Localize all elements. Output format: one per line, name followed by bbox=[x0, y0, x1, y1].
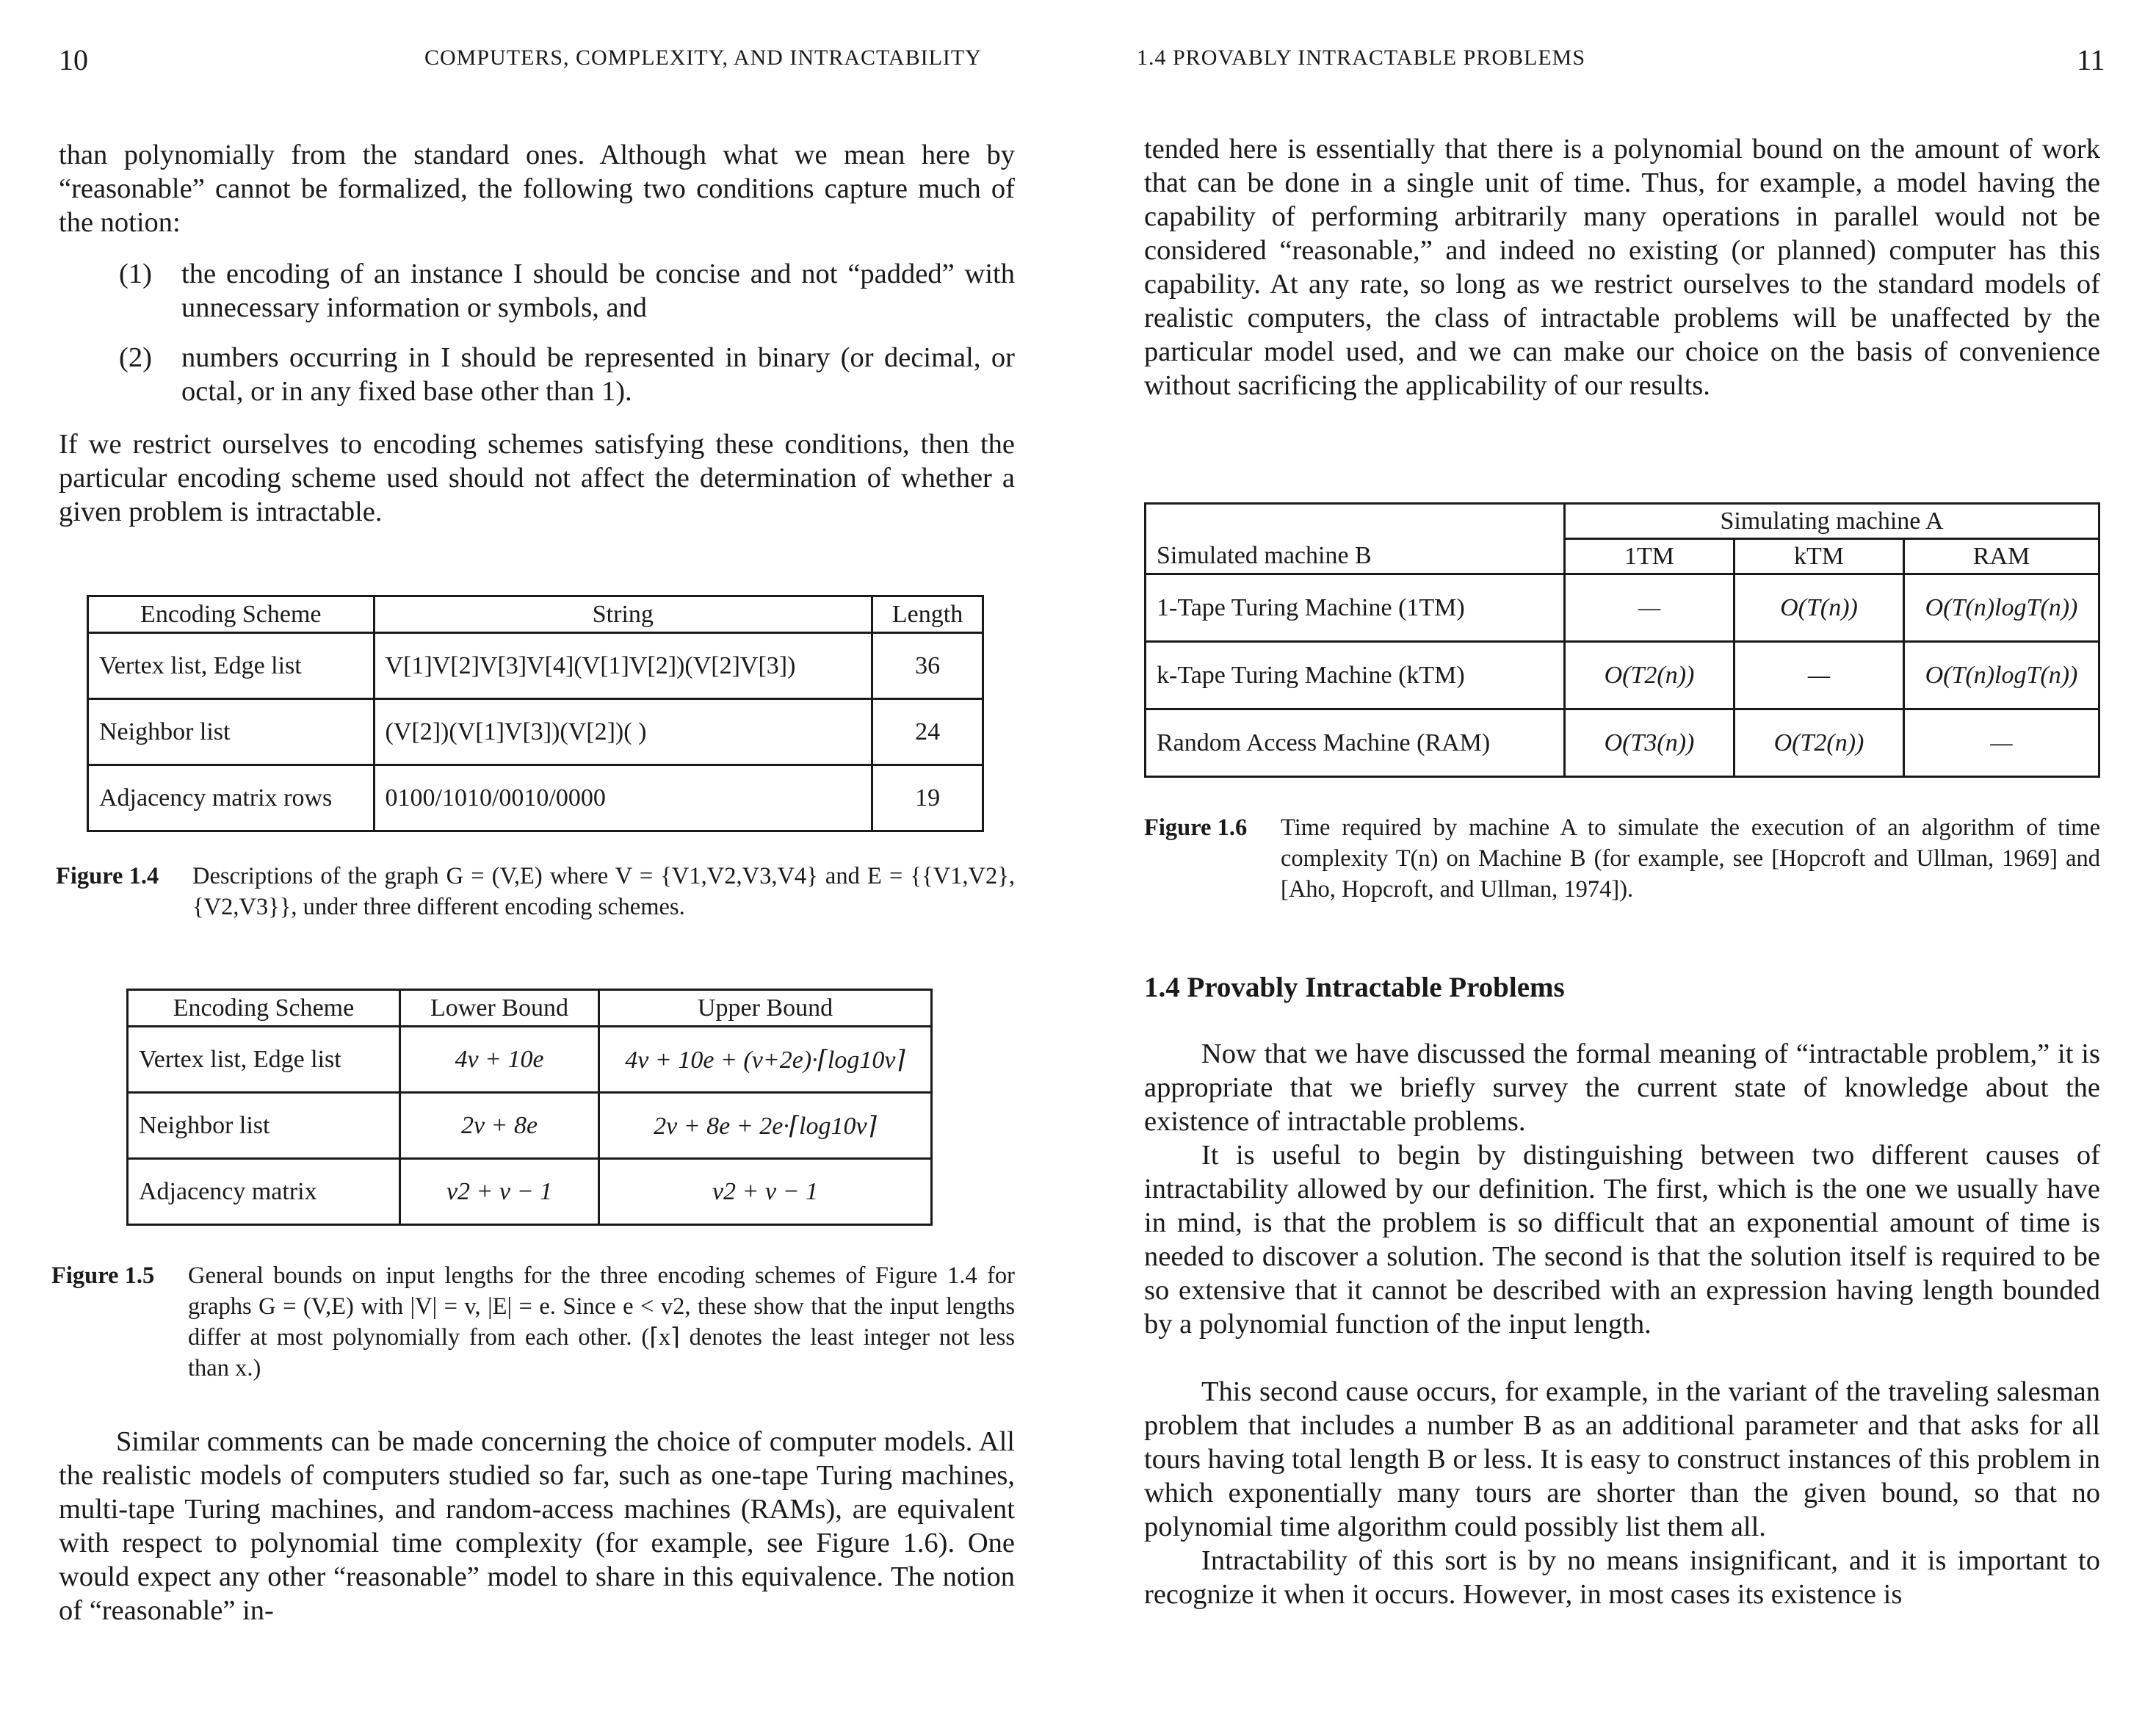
figure-label: Figure 1.6 bbox=[1144, 814, 1248, 841]
simulation-table bbox=[1144, 502, 2100, 778]
table-cell: Adjacency matrix rows bbox=[88, 765, 375, 831]
figure-label: Figure 1.5 bbox=[51, 1262, 155, 1289]
figure-1-6-caption bbox=[1144, 812, 2100, 908]
table-cell: Vertex list, Edge list bbox=[128, 1027, 400, 1093]
condition-2 bbox=[119, 341, 1015, 408]
table-header-row bbox=[128, 990, 932, 1027]
table-cell: Neighbor list bbox=[88, 699, 375, 765]
table-header-cell: String bbox=[374, 596, 872, 633]
table-cell: — bbox=[1734, 642, 1904, 709]
table-cell: Adjacency matrix bbox=[128, 1159, 400, 1225]
table-cell: V[1]V[2]V[3]V[4](V[1]V[2])(V[2]V[3]) bbox=[374, 633, 872, 699]
table-row bbox=[128, 1159, 932, 1225]
running-header-right: 1.4 PROVABLY INTRACTABLE PROBLEMS bbox=[1137, 46, 1585, 70]
condition-1-number: (1) bbox=[119, 259, 152, 289]
paragraph-survey: Now that we have discussed the formal meaning of “intractable problem,” it is appropriate that we briefly survey the current state of knowledge about the existence of intractable problems. bbox=[1144, 1038, 2100, 1137]
table-header-row bbox=[88, 596, 983, 633]
encoding-table bbox=[87, 595, 984, 832]
paragraph-computer-models: Similar comments can be made concerning the choice of computer models. All the realistic models of computers studied so far, such as one-tape Turing machines, multi-tape Turing machines, and random-access machines (RAMs), are equivalent with respect to polynomial time complexity (for example, see Figure 1.6). One would expect any other “reasonable” model to share in this equivalence. The notion of “reasonable” in- bbox=[59, 1426, 1015, 1626]
section-title: 1.4 Provably Intractable Problems bbox=[1144, 972, 1565, 1003]
table-header-cell: 1TM bbox=[1565, 539, 1734, 574]
table-row bbox=[88, 633, 983, 699]
figure-label: Figure 1.4 bbox=[56, 863, 159, 889]
table-cell: k-Tape Turing Machine (kTM) bbox=[1146, 642, 1565, 709]
table-cell: 1-Tape Turing Machine (1TM) bbox=[1146, 574, 1565, 642]
table-header-cell: Encoding Scheme bbox=[128, 990, 400, 1027]
running-header-left: COMPUTERS, COMPLEXITY, AND INTRACTABILITY bbox=[424, 46, 982, 70]
paragraph-intro: than polynomially from the standard ones. Although what we mean here by “reasonable” cannot be formalized, the following two conditions capture much of the notion: bbox=[59, 140, 1015, 238]
table-cell: 4v + 10e + (v+2e)·⌈log10v⌉ bbox=[599, 1027, 932, 1093]
table-cell: O(T2(n)) bbox=[1565, 642, 1734, 709]
table-header-cell: kTM bbox=[1734, 539, 1904, 574]
table-header-cell: Upper Bound bbox=[599, 990, 932, 1027]
figure-1-5-caption bbox=[51, 1260, 1015, 1390]
table-row bbox=[1146, 642, 2099, 709]
figure-caption-text: General bounds on input lengths for the three encoding schemes of Figure 1.4 for graphs G = (V,E) with |V| = v, |E| = e. Since e < v2, these show that the input lengths differ at most polynomially from each other. (⌈x⌉ denotes the least integer not less than x.) bbox=[188, 1262, 1015, 1381]
table-row bbox=[1146, 709, 2099, 777]
table-cell: — bbox=[1904, 709, 2099, 777]
page-number-left: 10 bbox=[59, 43, 88, 76]
table-row bbox=[128, 1093, 932, 1159]
table-cell: v2 + v − 1 bbox=[400, 1159, 599, 1225]
table-row bbox=[1146, 574, 2099, 642]
paragraph-causes: It is useful to begin by distinguishing between two different causes of intractability allowed by our definition. The first, which is the one we usually have in mind, is that the problem is so difficult that an exponential amount of time is needed to discover a solution. The second is that the solution itself is required to be so extensive that it cannot be described with an expression having length bounded by a polynomial function of the input length. bbox=[1144, 1140, 2100, 1340]
table-header-cell: Simulating machine A bbox=[1565, 504, 2099, 539]
condition-2-text: numbers occurring in I should be represented in binary (or decimal, or octal, or in any fixed base other than 1). bbox=[181, 342, 1015, 407]
table-cell: O(T3(n)) bbox=[1565, 709, 1734, 777]
table-cell: Random Access Machine (RAM) bbox=[1146, 709, 1565, 777]
figure-caption-text: Descriptions of the graph G = (V,E) where V = {V1,V2,V3,V4} and E = {{V1,V2},{V2,V3}}, under three different encoding schemes. bbox=[192, 863, 1015, 920]
table-row bbox=[128, 1027, 932, 1093]
table-cell: O(T2(n)) bbox=[1734, 709, 1904, 777]
table-cell: (V[2])(V[1]V[3])(V[2])( ) bbox=[374, 699, 872, 765]
table-header-cell: Length bbox=[872, 596, 983, 633]
table-cell: 4v + 10e bbox=[400, 1027, 599, 1093]
table-cell: — bbox=[1565, 574, 1734, 642]
table-cell: 2v + 8e + 2e·⌈log10v⌉ bbox=[599, 1093, 932, 1159]
table-cell: 19 bbox=[872, 765, 983, 831]
table-header-row bbox=[1146, 504, 2099, 539]
table-cell: 36 bbox=[872, 633, 983, 699]
paragraph-conditions: If we restrict ourselves to encoding schemes satisfying these conditions, then the particular encoding scheme used should not affect the determination of whether a given problem is intractable. bbox=[59, 429, 1015, 527]
figure-1-4-caption bbox=[56, 861, 1015, 927]
table-header-cell: Lower Bound bbox=[400, 990, 599, 1027]
condition-1-text: the encoding of an instance I should be concise and not “padded” with unnecessary information or symbols, and bbox=[181, 259, 1015, 323]
table-cell: O(T(n)) bbox=[1734, 574, 1904, 642]
table-cell: 2v + 8e bbox=[400, 1093, 599, 1159]
condition-2-number: (2) bbox=[119, 342, 152, 373]
table-header-cell: Encoding Scheme bbox=[88, 596, 375, 633]
table-row bbox=[88, 699, 983, 765]
page-number-right: 11 bbox=[2077, 43, 2105, 76]
right-page bbox=[1078, 0, 2156, 1709]
table-cell: O(T(n)logT(n)) bbox=[1904, 642, 2099, 709]
paragraph-second-cause: This second cause occurs, for example, in the variant of the traveling salesman problem that includes a number B as an additional parameter and that asks for all tours having total length B or less. It is easy to construct instances of this problem in which exponentially many tours are shorter than the given bound, so that no polynomial time algorithm could possibly list them all. bbox=[1144, 1376, 2100, 1542]
table-cell: 24 bbox=[872, 699, 983, 765]
paragraph-significance: Intractability of this sort is by no means insignificant, and it is important to recognize it when it occurs. However, in most cases its existence is bbox=[1144, 1545, 2100, 1610]
table-header-cell: RAM bbox=[1904, 539, 2099, 574]
condition-1 bbox=[119, 257, 1015, 325]
figure-caption-text: Time required by machine A to simulate the execution of an algorithm of time complexity T(n) on Machine B (for example, see [Hopcroft and Ullman, 1969] and [Aho, Hopcroft, and Ullman, 1974]). bbox=[1281, 814, 2100, 903]
table-cell: 0100/1010/0010/0000 bbox=[374, 765, 872, 831]
table-header-cell: Simulated machine B bbox=[1146, 504, 1565, 574]
table-cell: Neighbor list bbox=[128, 1093, 400, 1159]
paragraph-reasonable: tended here is essentially that there is a polynomial bound on the amount of work that can be done in a single unit of time. Thus, for example, a model having the capability of performing arbitrarily many operations in parallel would not be considered “reasonable,” and indeed no existing (or planned) computer has this capability. At any rate, so long as we restrict ourselves to the standard models of realistic computers, the class of intractable problems will be unaffected by the particular model used, and we can make our choice on the basis of convenience without sacrificing the applicability of our results. bbox=[1144, 134, 2100, 401]
bounds-table bbox=[126, 989, 933, 1226]
table-row bbox=[88, 765, 983, 831]
table-cell: Vertex list, Edge list bbox=[88, 633, 375, 699]
table-cell: v2 + v − 1 bbox=[599, 1159, 932, 1225]
table-cell: O(T(n)logT(n)) bbox=[1904, 574, 2099, 642]
